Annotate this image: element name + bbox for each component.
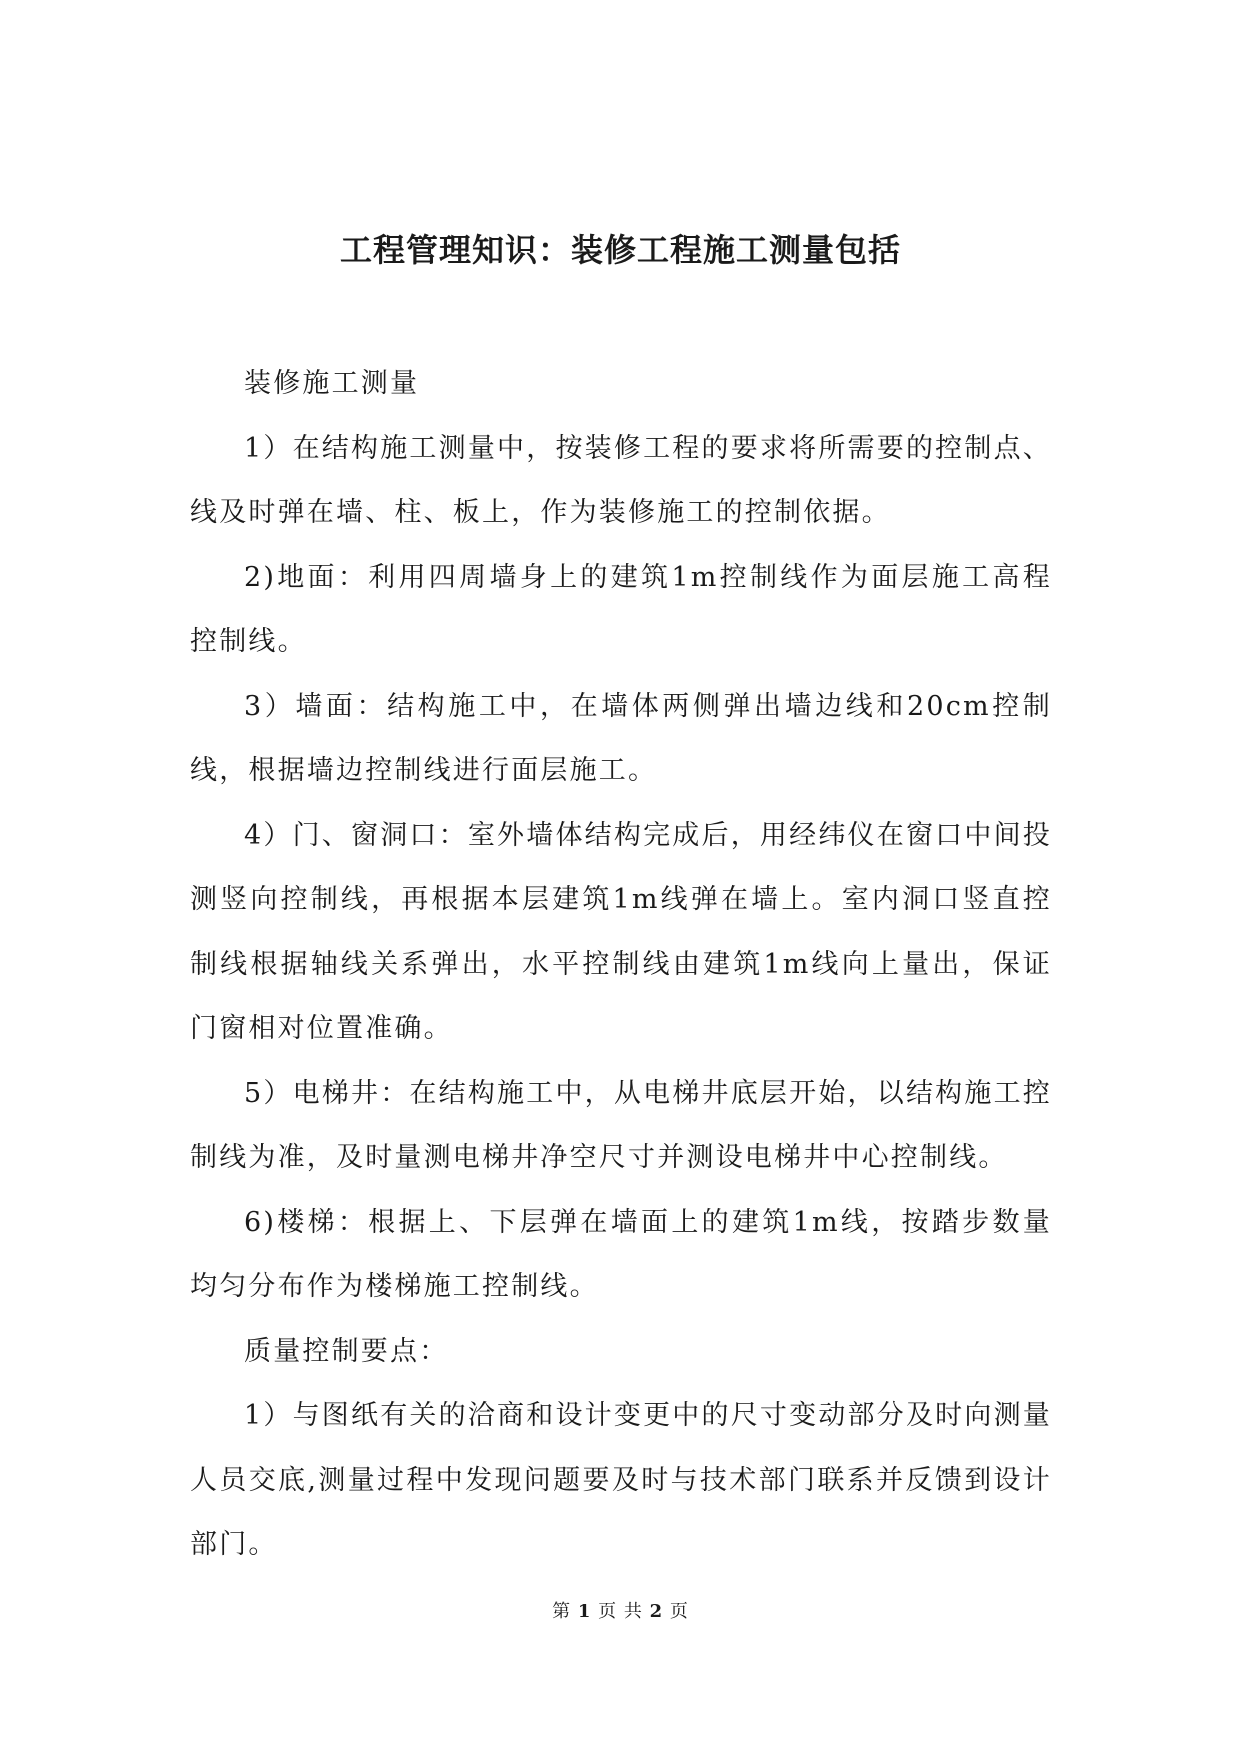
paragraph: 5）电梯井：在结构施工中，从电梯井底层开始，以结构施工控制线为准，及时量测电梯井净空尺寸并测设电梯井中心控制线。 (190, 1077, 1052, 1173)
footer-suffix: 页 (669, 1601, 689, 1622)
paragraph: 2)地面：利用四周墙身上的建筑1m控制线作为面层施工高程控制线。 (190, 561, 1052, 657)
paragraph: 3）墙面：结构施工中，在墙体两侧弹出墙边线和20cm控制线，根据墙边控制线进行面层施工。 (190, 690, 1052, 786)
document-body (190, 352, 1052, 1578)
paragraph: 6)楼梯：根据上、下层弹在墙面上的建筑1m线，按踏步数量均匀分布作为楼梯施工控制线。 (190, 1206, 1052, 1302)
section-heading: 装修施工测量 (244, 368, 420, 399)
section-heading: 质量控制要点： (244, 1335, 449, 1367)
footer-page-number: 1 (577, 1601, 592, 1622)
footer-middle: 页 共 (598, 1601, 643, 1622)
paragraph: 1）与图纸有关的洽商和设计变更中的尺寸变动部分及时向测量人员交底,测量过程中发现问题要及时与技术部门联系并反馈到设计部门。 (190, 1400, 1052, 1560)
page-footer (0, 1600, 1241, 1624)
paragraph: 1）在结构施工测量中，按装修工程的要求将所需要的控制点、线及时弹在墙、柱、板上，作为装修施工的控制依据。 (190, 432, 1052, 528)
footer-total-pages: 2 (649, 1601, 664, 1622)
footer-prefix: 第 (552, 1601, 572, 1622)
paragraph: 4）门、窗洞口：室外墙体结构完成后，用经纬仪在窗口中间投测竖向控制线，再根据本层建筑1m线弹在墙上。室内洞口竖直控制线根据轴线关系弹出，水平控制线由建筑1m线向上量出，保证门窗相对位置准确。 (190, 819, 1052, 1044)
page-title: 工程管理知识：装修工程施工测量包括 (339, 231, 901, 269)
